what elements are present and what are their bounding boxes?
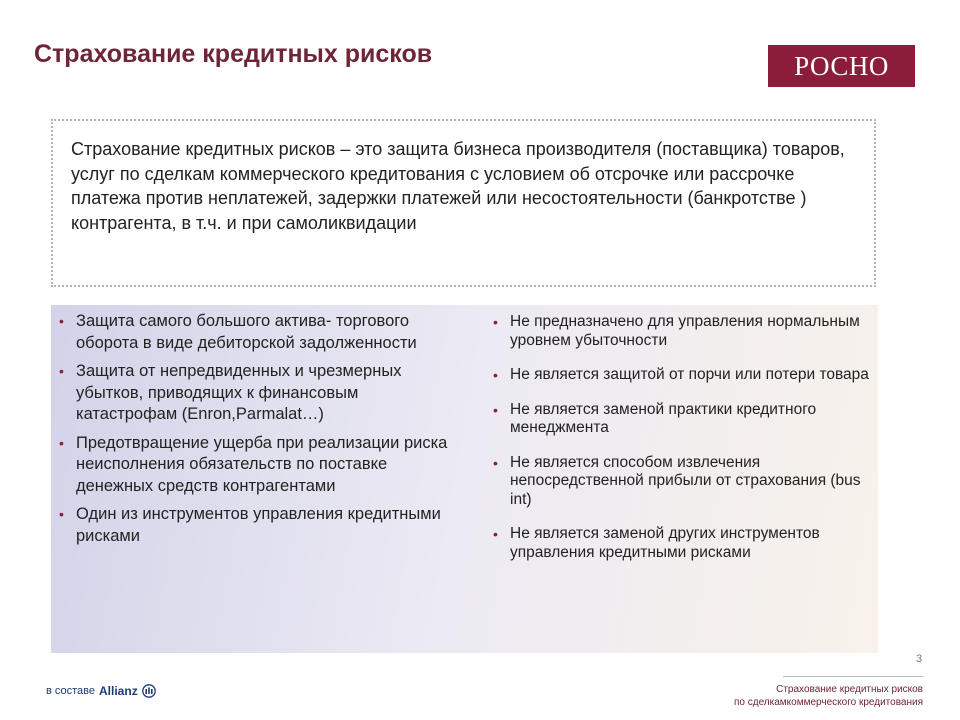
limitation-text: Не является заменой практики кредитного менеджмента bbox=[510, 400, 817, 436]
limitation-item bbox=[493, 525, 870, 562]
definition-text: Страхование кредитных рисков – это защита бизнеса производителя (поставщика) товаров, услуг по сделкам коммерческого кредитования с условием об отсрочке или рассрочке платежа против неплатежей, задержки платежей или несостоятельности (банкротстве ) контрагента, в т.ч. и при самоликвидации bbox=[71, 139, 845, 233]
benefits-list bbox=[59, 311, 456, 554]
allianz-eagle-icon bbox=[142, 684, 156, 698]
limitation-item bbox=[493, 366, 870, 385]
bullet-dot-icon: • bbox=[493, 314, 498, 330]
limitation-item bbox=[493, 313, 870, 350]
bullet-dot-icon: • bbox=[59, 313, 64, 329]
footer-caption bbox=[734, 683, 923, 709]
footer-caption-line: по сделкамкоммерческого кредитования bbox=[734, 697, 923, 708]
benefit-text: Защита от непредвиденных и чрезмерных убытков, приводящих к финансовым катастрофам (Enron,Parmalat…) bbox=[76, 362, 402, 423]
footer-caption-line: Страхование кредитных рисков bbox=[776, 684, 923, 695]
bullet-dot-icon: • bbox=[59, 363, 64, 379]
bullet-dot-icon: • bbox=[493, 526, 498, 542]
limitation-text: Не предназначено для управления нормальным уровнем убыточности bbox=[510, 313, 860, 349]
footer-rule bbox=[783, 676, 923, 677]
benefit-text: Предотвращение ущерба при реализации риска неисполнения обязательств по поставке денежных средств контрагентами bbox=[76, 433, 448, 495]
rosno-logo: РОСНО bbox=[768, 45, 915, 87]
benefit-text: Защита самого большого актива- торгового оборота в виде дебиторской задолженности bbox=[76, 312, 417, 352]
benefit-text: Один из инструментов управления кредитными рисками bbox=[76, 505, 441, 545]
page-number: 3 bbox=[916, 653, 923, 665]
limitation-text: Не является защитой от порчи или потери товара bbox=[510, 366, 869, 383]
benefit-item bbox=[59, 311, 456, 354]
limitations-list bbox=[493, 313, 870, 578]
definition-box bbox=[51, 119, 876, 287]
limitation-text: Не является способом извлечения непосредственной прибыли от страхования (bus int) bbox=[510, 453, 861, 508]
benefit-item bbox=[59, 361, 456, 426]
bullet-dot-icon: • bbox=[493, 401, 498, 418]
bullet-dot-icon: • bbox=[493, 367, 498, 383]
allianz-prefix: в составе bbox=[46, 685, 96, 697]
allianz-mark bbox=[46, 684, 156, 698]
limitation-item bbox=[493, 400, 870, 438]
benefit-item bbox=[59, 433, 456, 498]
benefit-item bbox=[59, 504, 456, 547]
allianz-name: Allianz bbox=[99, 684, 138, 698]
slide-title: Страхование кредитных рисков bbox=[34, 40, 433, 68]
bullet-dot-icon: • bbox=[59, 434, 64, 451]
bullet-dot-icon: • bbox=[59, 506, 64, 522]
bullet-dot-icon: • bbox=[493, 454, 498, 471]
limitation-text: Не является заменой других инструментов управления кредитными рисками bbox=[510, 525, 820, 561]
limitation-item bbox=[493, 453, 870, 510]
